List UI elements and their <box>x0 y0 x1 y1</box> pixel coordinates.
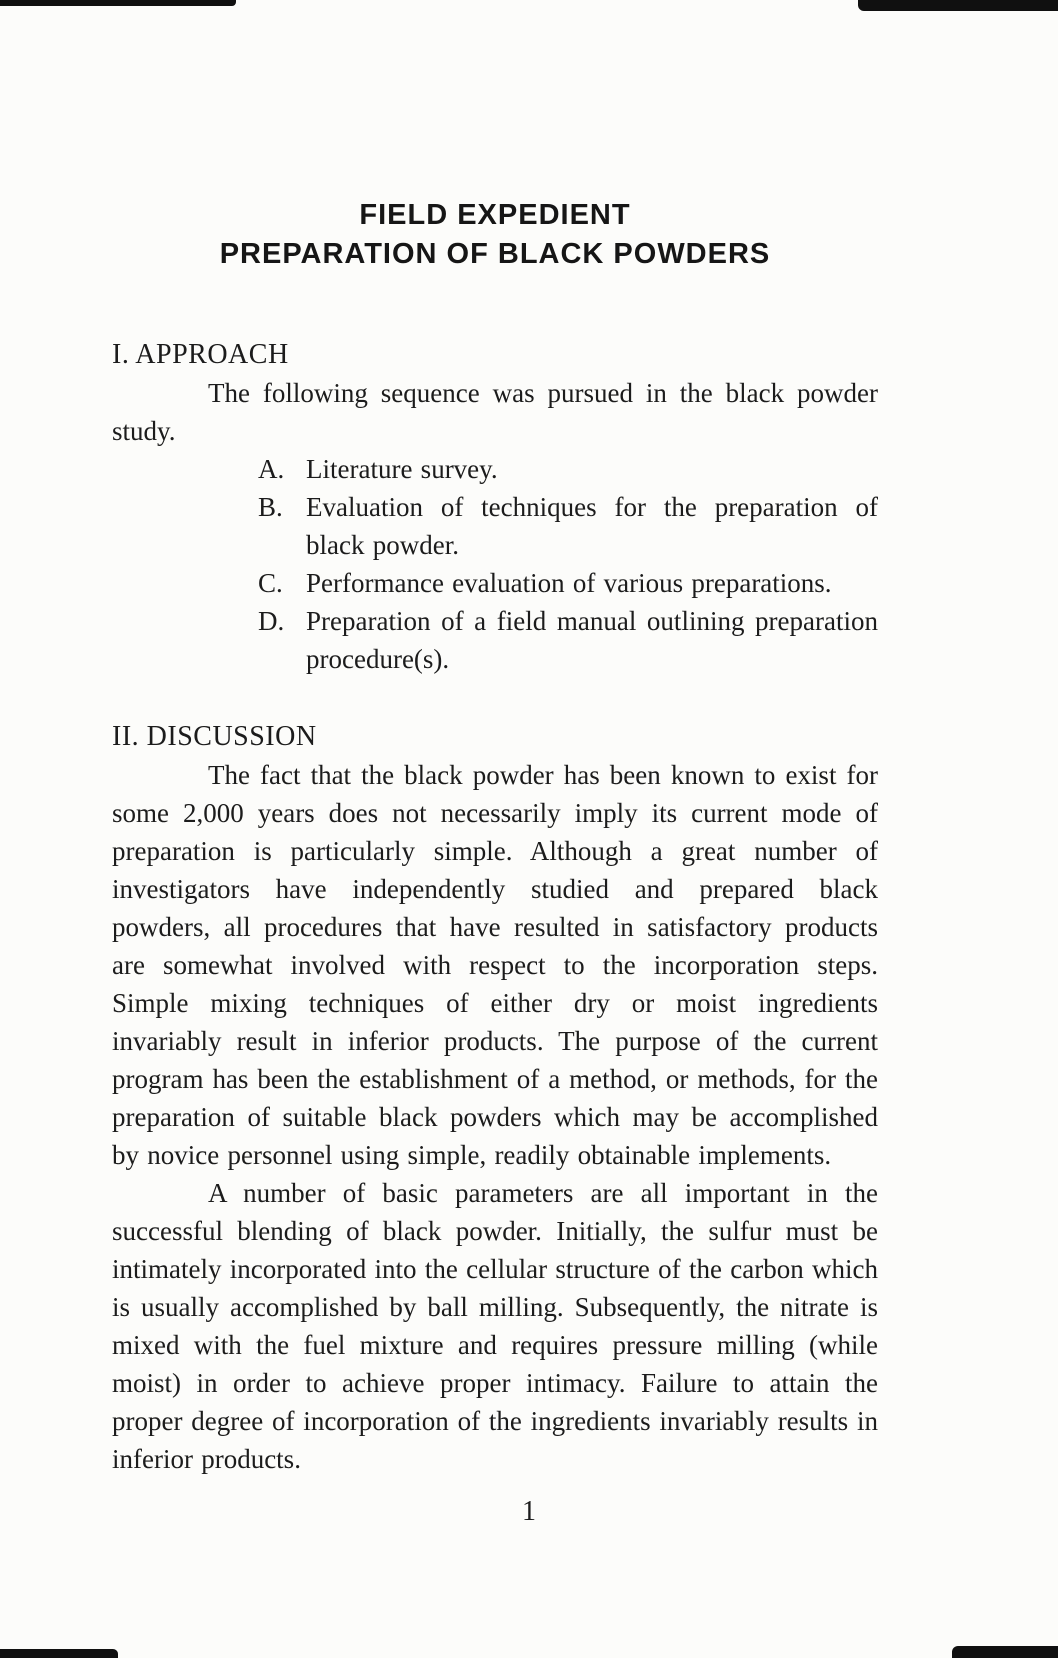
discussion-paragraph-1: The fact that the black powder has been known to exist for some 2,000 years does not necessarily imply its current mode of preparation is particularly simple. Although a great number of investigators have independently studied and prepared black powders, all procedures that have resulted in satisfactory products are somewhat involved with respect to the incorporation steps. Simple mixing techniques of either dry or moist ingredients invariably result in inferior products. The purpose of the current program has been the establishment of a method, or methods, for the preparation of suitable black powders which may be accomplished by novice personnel using simple, readily obtainable implements. <box>112 760 878 1170</box>
document-title-line-2: PREPARATION OF BLACK POWDERS <box>219 238 771 270</box>
list-item-label: A. <box>258 454 285 484</box>
list-item <box>258 564 878 602</box>
list-item-label: C. <box>258 568 283 598</box>
list-item-text: Performance evaluation of various preparations. <box>306 568 832 598</box>
scan-artifact-bottom-left <box>0 1649 118 1658</box>
list-item-label: B. <box>258 492 283 522</box>
list-item-label: D. <box>258 606 285 636</box>
list-item-text: Literature survey. <box>306 454 498 484</box>
list-item <box>258 602 878 678</box>
approach-intro-paragraph: The following sequence was pursued in the black powder study. <box>112 378 878 446</box>
document-title-line-1: FIELD EXPEDIENT <box>359 199 631 231</box>
list-item-text: Evaluation of techniques for the preparation of black powder. <box>306 492 878 560</box>
list-item <box>258 488 878 564</box>
document-title <box>112 196 878 274</box>
list-item <box>258 450 878 488</box>
discussion-paragraph-2: A number of basic parameters are all important in the successful blending of black powder. Initially, the sulfur must be intimately incorporated into the cellular structure of the carbon which is usually accomplished by ball milling. Subsequently, the nitrate is mixed with the fuel mixture and requires pressure milling (while moist) in order to achieve proper intimacy. Failure to attain the proper degree of incorporation of the ingredients invariably results in inferior products. <box>112 1178 878 1474</box>
section-heading-approach: I. APPROACH <box>112 339 289 370</box>
page-content <box>112 0 878 1478</box>
scan-artifact-top-right <box>858 0 1058 11</box>
list-item-text: Preparation of a field manual outlining preparation procedure(s). <box>306 606 878 674</box>
scan-artifact-bottom-right <box>952 1646 1058 1658</box>
approach-list <box>258 450 878 678</box>
section-heading-discussion: II. DISCUSSION <box>112 721 317 752</box>
page-number: 1 <box>522 1496 536 1527</box>
